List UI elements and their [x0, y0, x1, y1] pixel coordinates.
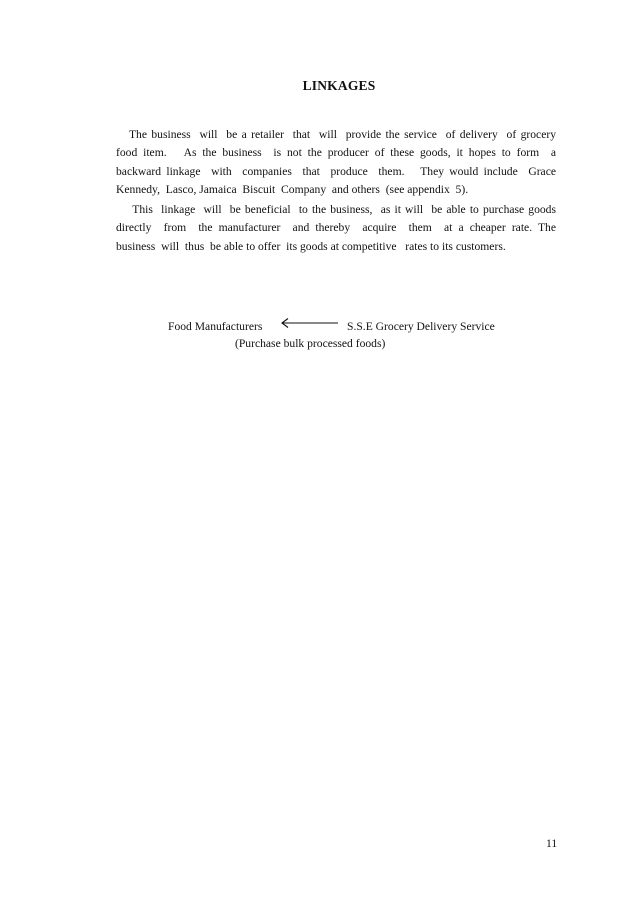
paragraph-2 [116, 201, 556, 256]
paragraph-1 [116, 126, 556, 199]
left-arrow-icon [280, 317, 340, 329]
paragraph-line: Kennedy, Lasco, Jamaica Biscuit Company and others (see appendix 5). [116, 182, 469, 196]
diagram-left-label: Food Manufacturers [168, 320, 263, 333]
paragraph-line: food item. As the business is not the producer of these goods, it hopes to form a [116, 146, 556, 160]
page-title: LINKAGES [302, 78, 376, 93]
paragraph-line: business will thus be able to offer its goods at competitive rates to its customers. [116, 239, 506, 253]
diagram-right-label: S.S.E Grocery Delivery Service [347, 320, 495, 333]
paragraph-line: This linkage will be beneficial to the business, as it will be able to purchase goods [116, 203, 556, 216]
page-number: 11 [546, 837, 558, 850]
paragraph-line: The business will be a retailer that will provide the service of delivery of grocery [116, 128, 556, 141]
paragraph-line: backward linkage with companies that produce them. They would include Grace [116, 164, 556, 178]
paragraph-line: directly from the manufacturer and thereby acquire them at a cheaper rate. The [116, 221, 556, 235]
diagram-sub-label: (Purchase bulk processed foods) [235, 337, 386, 350]
